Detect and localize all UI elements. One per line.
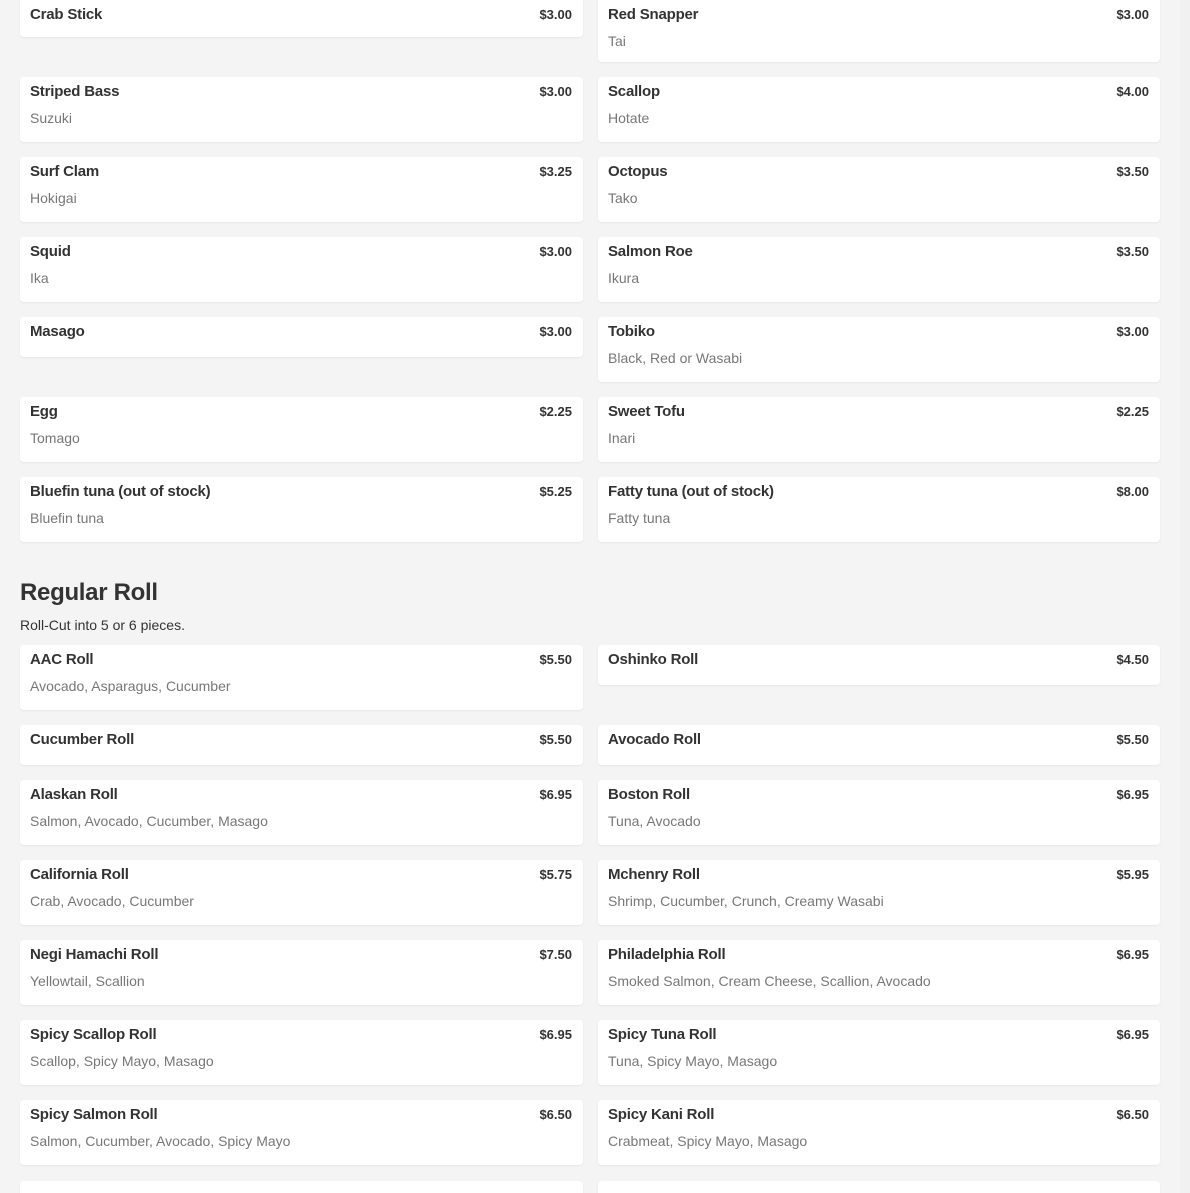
menu-item-spicy-tuna-roll[interactable] (598, 1020, 1160, 1085)
item-price: $5.50 (1116, 732, 1149, 747)
menu-item-partial[interactable] (20, 1181, 583, 1193)
item-name: Alaskan Roll (30, 786, 118, 803)
menu-item-squid[interactable] (20, 237, 583, 302)
item-name: Salmon Roe (608, 243, 693, 260)
item-name: Egg (30, 403, 58, 420)
item-price: $6.95 (1116, 787, 1149, 802)
item-description: Tuna, Avocado (608, 813, 701, 829)
menu-item-partial[interactable] (598, 1181, 1160, 1193)
item-price: $5.50 (539, 652, 572, 667)
item-price: $6.95 (539, 1027, 572, 1042)
menu-item-spicy-kani-roll[interactable] (598, 1100, 1160, 1165)
menu-item-scallop[interactable] (598, 77, 1160, 142)
item-price: $4.50 (1116, 652, 1149, 667)
menu-item-boston-roll[interactable] (598, 780, 1160, 845)
item-description: Black, Red or Wasabi (608, 350, 743, 366)
item-name: Cucumber Roll (30, 731, 135, 748)
section-subtitle: Roll-Cut into 5 or 6 pieces. (20, 617, 185, 633)
item-name: California Roll (30, 866, 129, 883)
section-title: Regular Roll (20, 579, 158, 606)
item-name: AAC Roll (30, 651, 94, 668)
item-name: Boston Roll (608, 786, 690, 803)
menu-item-negi-hamachi-roll[interactable] (20, 940, 583, 1005)
item-description: Salmon, Avocado, Cucumber, Masago (30, 813, 268, 829)
item-name: Sweet Tofu (608, 403, 685, 420)
menu-item-california-roll[interactable] (20, 860, 583, 925)
item-name: Surf Clam (30, 163, 100, 180)
menu-item-bluefin-tuna[interactable] (20, 477, 583, 542)
item-price: $3.50 (1116, 164, 1149, 179)
menu-item-alaskan-roll[interactable] (20, 780, 583, 845)
menu-item-salmon-roe[interactable] (598, 237, 1160, 302)
item-name: Striped Bass (30, 83, 120, 100)
item-description: Inari (608, 430, 636, 446)
item-description: Ikura (608, 270, 640, 286)
page-scrollbar[interactable] (1180, 0, 1190, 1193)
menu-item-oshinko-roll[interactable] (598, 645, 1160, 685)
item-price: $2.25 (539, 404, 572, 419)
item-name: Octopus (608, 163, 668, 180)
item-name: Avocado Roll (608, 731, 701, 748)
item-price: $6.95 (1116, 1027, 1149, 1042)
item-name: Tobiko (608, 323, 655, 340)
item-description: Ika (30, 270, 49, 286)
item-description: Yellowtail, Scallion (30, 973, 145, 989)
item-description: Crabmeat, Spicy Mayo, Masago (608, 1133, 808, 1149)
menu-item-egg[interactable] (20, 397, 583, 462)
menu-item-surf-clam[interactable] (20, 157, 583, 222)
item-price: $7.50 (539, 947, 572, 962)
item-description: Tuna, Spicy Mayo, Masago (608, 1053, 778, 1069)
item-price: $5.25 (539, 484, 572, 499)
item-price: $3.00 (539, 7, 572, 22)
item-price: $5.50 (539, 732, 572, 747)
item-name: Squid (30, 243, 71, 260)
item-name: Bluefin tuna (out of stock) (30, 483, 211, 500)
item-description: Hokigai (30, 190, 77, 206)
item-price: $5.75 (539, 867, 572, 882)
item-name: Spicy Kani Roll (608, 1106, 715, 1123)
menu-item-crab-stick[interactable] (20, 0, 583, 37)
menu-item-red-snapper[interactable] (598, 0, 1160, 62)
item-name: Spicy Salmon Roll (30, 1106, 158, 1123)
item-description: Hotate (608, 110, 650, 126)
item-description: Salmon, Cucumber, Avocado, Spicy Mayo (30, 1133, 291, 1149)
item-name: Crab Stick (30, 6, 103, 23)
menu-item-sweet-tofu[interactable] (598, 397, 1160, 462)
item-price: $3.25 (539, 164, 572, 179)
item-description: Tai (608, 33, 626, 49)
item-price: $6.95 (539, 787, 572, 802)
menu-item-striped-bass[interactable] (20, 77, 583, 142)
item-description: Shrimp, Cucumber, Crunch, Creamy Wasabi (608, 893, 884, 909)
item-description: Tako (608, 190, 638, 206)
item-name: Oshinko Roll (608, 651, 699, 668)
item-price: $3.00 (539, 84, 572, 99)
item-price: $3.50 (1116, 244, 1149, 259)
menu-item-philadelphia-roll[interactable] (598, 940, 1160, 1005)
item-name: Spicy Tuna Roll (608, 1026, 717, 1043)
item-name: Scallop (608, 83, 660, 100)
menu-item-cucumber-roll[interactable] (20, 725, 583, 765)
item-description: Smoked Salmon, Cream Cheese, Scallion, Avocado (608, 973, 931, 989)
item-description: Scallop, Spicy Mayo, Masago (30, 1053, 214, 1069)
menu-item-spicy-salmon-roll[interactable] (20, 1100, 583, 1165)
item-description: Avocado, Asparagus, Cucumber (30, 678, 231, 694)
item-price: $6.95 (1116, 947, 1149, 962)
item-name: Spicy Scallop Roll (30, 1026, 157, 1043)
item-price: $3.00 (539, 324, 572, 339)
item-price: $3.00 (1116, 324, 1149, 339)
menu-item-aac-roll[interactable] (20, 645, 583, 710)
item-price: $5.95 (1116, 867, 1149, 882)
item-price: $6.50 (539, 1107, 572, 1122)
menu-item-fatty-tuna[interactable] (598, 477, 1160, 542)
item-description: Bluefin tuna (30, 510, 104, 526)
menu-item-mchenry-roll[interactable] (598, 860, 1160, 925)
item-price: $3.00 (539, 244, 572, 259)
item-description: Fatty tuna (608, 510, 671, 526)
menu-item-avocado-roll[interactable] (598, 725, 1160, 765)
item-name: Masago (30, 323, 85, 340)
menu-item-tobiko[interactable] (598, 317, 1160, 382)
item-price: $2.25 (1116, 404, 1149, 419)
item-name: Fatty tuna (out of stock) (608, 483, 774, 500)
item-price: $8.00 (1116, 484, 1149, 499)
item-price: $3.00 (1116, 7, 1149, 22)
item-description: Crab, Avocado, Cucumber (30, 893, 194, 909)
item-description: Suzuki (30, 110, 73, 126)
menu-item-octopus[interactable] (598, 157, 1160, 222)
item-name: Mchenry Roll (608, 866, 700, 883)
item-description: Tomago (30, 430, 80, 446)
menu-item-masago[interactable] (20, 317, 583, 357)
item-name: Negi Hamachi Roll (30, 946, 159, 963)
item-name: Philadelphia Roll (608, 946, 726, 963)
item-name: Red Snapper (608, 6, 699, 23)
menu-item-spicy-scallop-roll[interactable] (20, 1020, 583, 1085)
item-price: $4.00 (1116, 84, 1149, 99)
item-price: $6.50 (1116, 1107, 1149, 1122)
